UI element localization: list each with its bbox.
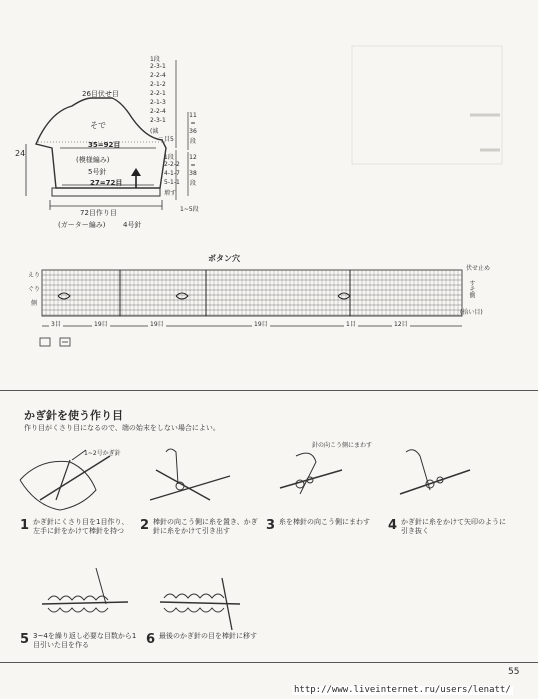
- sleeve-lower-label: 27=72目: [90, 179, 123, 187]
- increase-list: 1段 2-2-2 4-1-7 5-1-1 増す: [164, 154, 180, 197]
- step-caption: 4 かぎ針に糸をかけて矢印のように引き抜く: [388, 518, 507, 536]
- decrease-list: 1段 2-3-1 2-2-4 2-1-2 2-2-1 2-1-3 2-2-4 2-3-1 (減: [150, 56, 166, 135]
- sleeve-rib-needle: 4号針: [123, 221, 142, 229]
- side-mid-label: 11 = 36 段: [189, 112, 197, 145]
- panel-title: かぎ針を使う作り目: [24, 409, 123, 422]
- step3-note: 針の向こう側にまわす: [312, 442, 373, 449]
- sleeve-pattern: (模様編み): [76, 156, 110, 164]
- band-left-label: えり ぐり 側: [28, 272, 41, 307]
- bottom-rows-label: 1~5段: [180, 206, 199, 213]
- step-caption: 6 最後のかぎ針の目を棒針に移す: [146, 632, 258, 647]
- sleeve-height: 24: [15, 149, 26, 158]
- step-caption: 2 棒針の向こう側に糸を置き、かぎ針に糸をかけて引き出す: [140, 518, 258, 536]
- page-number: 55: [508, 667, 520, 677]
- step-caption: 1 かぎ針にくさり目を1目作り、左手に針をかけて棒針を持つ: [20, 518, 129, 536]
- panel-bottom-rule: [0, 662, 538, 663]
- step-caption: 5 3~4を繰り返し必要な目数から1目引いた目を作る: [20, 632, 137, 650]
- sleeve-rib-note: (ガーター編み): [58, 221, 106, 229]
- band-segment: 19目: [94, 321, 108, 328]
- band-segment: 3目: [51, 321, 61, 328]
- band-right-label-top: 伏せ止め: [466, 265, 491, 272]
- step1-note: 1~2号かぎ針: [84, 450, 121, 457]
- sleeve-name: そで: [90, 121, 106, 130]
- side-low-label: 12 = 38 段: [189, 154, 197, 187]
- panel-subtitle: 作り目がくさり目になるので、端の始末をしない場合によい。: [24, 424, 220, 432]
- band-right-label-bottom: (拾い目): [460, 309, 483, 316]
- band-segment: 19目: [150, 321, 164, 328]
- band-right-label-side: すそ側: [468, 280, 475, 298]
- band-segment: 1目: [346, 321, 356, 328]
- band-title: ボタン穴: [208, 254, 240, 263]
- step-caption: 3 糸を棒針の向こう側にまわす: [266, 518, 371, 533]
- sleeve-needle: 5号針: [88, 168, 107, 176]
- sleeve-top-label: 26目伏せ目: [82, 90, 119, 98]
- sleeve-width-label: 35=92目: [88, 141, 121, 149]
- footer-url[interactable]: http://www.liveinternet.ru/users/lenatt/: [294, 685, 511, 695]
- bind-label: ＝目5: [158, 136, 174, 143]
- band-segment: 12目: [394, 321, 408, 328]
- sleeve-cast-on: 72目作り目: [80, 209, 117, 217]
- band-segment: 19目: [254, 321, 268, 328]
